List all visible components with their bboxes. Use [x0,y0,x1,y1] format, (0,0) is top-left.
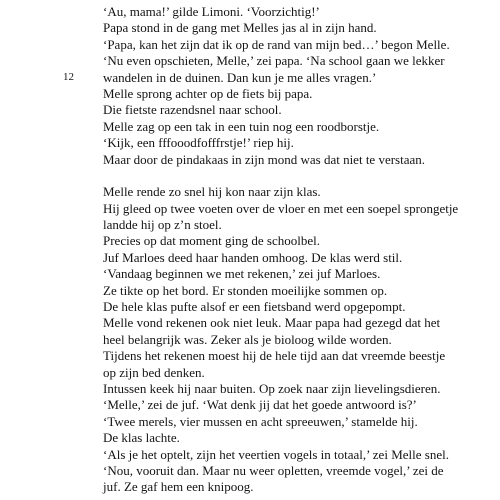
text-line: Melle vond rekenen ook niet leuk. Maar papa had gezegd dat het [103,315,441,331]
body-text [103,4,495,496]
text-line: ‘Kijk, een fffooodfofffrstje!’ riep hij. [103,135,294,151]
text-line: heel belangrijk was. Zeker als je bioloog wilde worden. [103,331,392,347]
text-line: Die fietste razendsnel naar school. [103,102,282,118]
text-line: ‘Nou, vooruit dan. Maar nu weer opletten, vreemde vogel,’ zei de [103,462,444,478]
line-number: 12 [63,71,74,83]
paragraph-gap [103,168,495,184]
text-line: Juf Marloes deed haar handen omhoog. De klas werd stil. [103,249,403,265]
paragraph-1 [103,4,495,168]
text-line: ‘Au, mama!’ gilde Limoni. ‘Voorzichtig!’ [103,4,320,19]
text-line: ‘Papa, kan het zijn dat ik op de rand van mijn bed…’ begon Melle. [103,36,450,52]
text-line: juf. Ze gaf hem een knipoog. [103,479,254,495]
text-line: op zijn bed denken. [103,364,205,380]
text-line: ‘Als je het optelt, zijn het veertien vogels in totaal,’ zei Melle snel. [103,446,449,462]
text-line: De klas lachte. [103,430,180,446]
text-line: ‘Nu even opschieten, Melle,’ zei papa. ‘Na school gaan we lekker [103,53,445,69]
text-line: Melle sprong achter op de fiets bij papa. [103,85,313,101]
text-line: De hele klas pufte alsof er een fietsband werd opgepompt. [103,299,406,315]
text-line: ‘Vandaag beginnen we met rekenen,’ zei juf Marloes. [103,266,381,282]
text-line: Melle rende zo snel hij kon naar zijn klas. [103,184,321,200]
text-line: Papa stond in de gang met Melles jas al in zijn hand. [103,20,377,36]
paragraph-2 [103,184,495,495]
text-line: landde hij op z’n stoel. [103,217,222,233]
text-line: Tijdens het rekenen moest hij de hele tijd aan dat vreemde beestje [103,348,446,364]
text-line: Intussen keek hij naar buiten. Op zoek naar zijn lievelingsdieren. [103,380,441,396]
text-line: Hij gleed op twee voeten over de vloer en met een soepel sprongetje [103,200,459,216]
text-line: ‘Melle,’ zei de juf. ‘Wat denk jij dat het goede antwoord is?’ [103,397,417,413]
text-line: Melle zag op een tak in een tuin nog een roodborstje. [103,118,380,134]
text-line: Maar door de pindakaas in zijn mond was dat niet te verstaan. [103,151,426,167]
text-line: Ze tikte op het bord. Er stonden moeilijke sommen op. [103,282,388,298]
text-line: Precies op dat moment ging de schoolbel. [103,233,320,249]
text-line: wandelen in de duinen. Dan kun je me alles vragen.’ [103,69,377,85]
text-line: ‘Twee merels, vier mussen en acht spreeuwen,’ stamelde hij. [103,413,418,429]
